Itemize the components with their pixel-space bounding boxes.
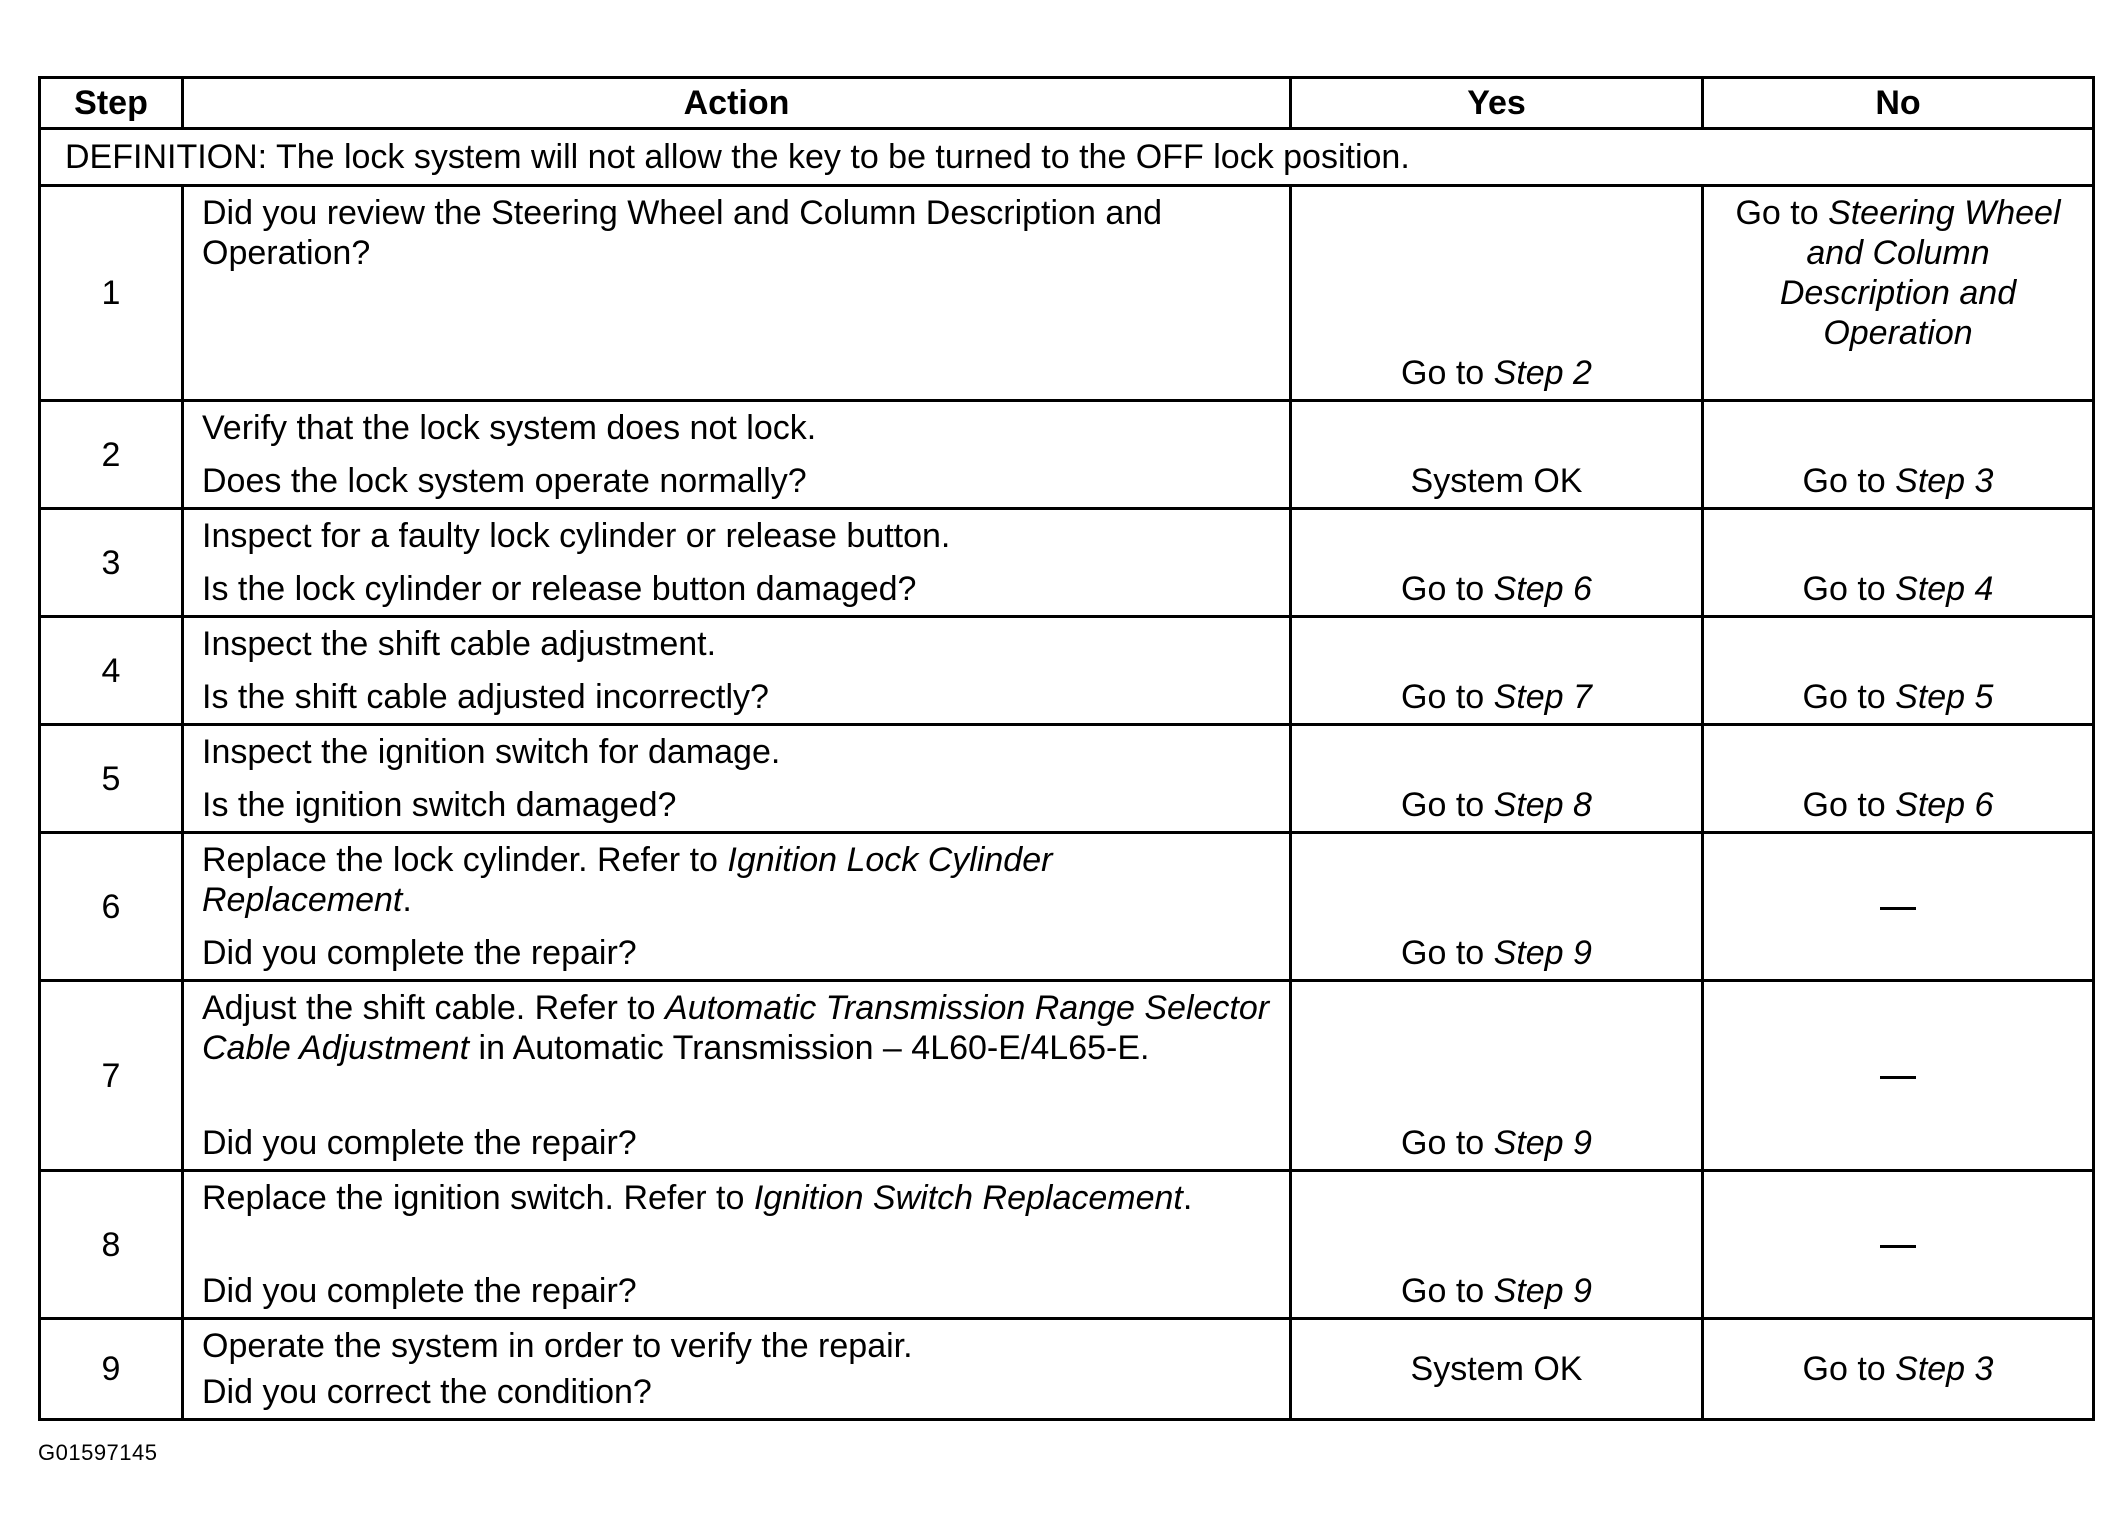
header-step: Step <box>40 78 183 129</box>
table-body <box>40 129 2094 1420</box>
no-step-link: Step 4 <box>1895 570 1994 608</box>
step-number: 8 <box>40 1171 183 1319</box>
no-text: Go to <box>1802 1350 1896 1388</box>
action-text: Replace the lock cylinder. Refer to <box>202 841 728 879</box>
action-cell <box>183 981 1291 1171</box>
table-row <box>40 833 2094 981</box>
definition-row <box>40 129 2094 186</box>
action-instruction <box>202 516 1271 556</box>
action-instruction <box>202 1326 1271 1366</box>
yes-result <box>1291 401 1703 509</box>
action-text: Replace the ignition switch. Refer to <box>202 1179 754 1217</box>
action-text: Inspect the shift cable adjustment. <box>202 625 717 663</box>
action-instruction <box>202 840 1271 920</box>
action-reference: Ignition Switch Replacement <box>753 1179 1183 1217</box>
no-result <box>1703 617 2094 725</box>
step-number: 5 <box>40 725 183 833</box>
not-applicable-dash <box>1880 1076 1916 1079</box>
yes-result <box>1291 725 1703 833</box>
yes-text: Go to <box>1401 1124 1494 1162</box>
action-question: Is the shift cable adjusted incorrectly? <box>202 678 769 716</box>
not-applicable-dash <box>1880 907 1916 910</box>
yes-text: Go to <box>1401 934 1494 972</box>
yes-step-link: Step 9 <box>1493 934 1592 972</box>
action-text: Inspect the ignition switch for damage. <box>202 733 781 771</box>
step-number: 7 <box>40 981 183 1171</box>
step-number: 4 <box>40 617 183 725</box>
action-cell <box>183 1319 1291 1420</box>
no-result <box>1703 725 2094 833</box>
action-cell <box>183 1171 1291 1319</box>
table-row <box>40 509 2094 617</box>
action-text: Verify that the lock system does not lock. <box>202 409 817 447</box>
yes-step-link: Step 7 <box>1493 678 1592 716</box>
yes-step-link: Step 2 <box>1493 354 1592 392</box>
not-applicable-dash <box>1880 1245 1916 1248</box>
no-step-link: Step 6 <box>1895 786 1994 824</box>
table-header-row <box>40 78 2094 129</box>
yes-result <box>1291 186 1703 401</box>
yes-step-link: Step 6 <box>1493 570 1592 608</box>
yes-text: Go to <box>1401 570 1494 608</box>
yes-result <box>1291 509 1703 617</box>
no-result <box>1703 981 2094 1171</box>
no-step-link: Step 3 <box>1895 462 1994 500</box>
action-cell <box>183 401 1291 509</box>
no-step-link: Steering Wheel and Column Description and Operation <box>1779 194 2061 352</box>
yes-step-link: Step 9 <box>1493 1272 1592 1310</box>
step-number: 6 <box>40 833 183 981</box>
step-number: 1 <box>40 186 183 401</box>
action-instruction <box>202 624 1271 664</box>
action-question: Is the ignition switch damaged? <box>202 786 677 824</box>
action-instruction <box>202 1178 1271 1218</box>
no-result <box>1703 833 2094 981</box>
no-step-link: Step 5 <box>1895 678 1994 716</box>
yes-result <box>1291 833 1703 981</box>
yes-text: System OK <box>1410 462 1583 500</box>
yes-result <box>1291 981 1703 1171</box>
table-row <box>40 1171 2094 1319</box>
no-step-link: Step 3 <box>1895 1350 1994 1388</box>
no-text: Go to <box>1802 786 1896 824</box>
table-row <box>40 725 2094 833</box>
header-no: No <box>1703 78 2094 129</box>
action-reference: Ignition Lock Cylinder Replacement <box>202 841 1053 919</box>
action-instruction <box>202 988 1271 1068</box>
yes-step-link: Step 8 <box>1493 786 1592 824</box>
action-question: Is the lock cylinder or release button damaged? <box>202 570 917 608</box>
action-question: Did you correct the condition? <box>202 1373 652 1411</box>
action-text: Adjust the shift cable. Refer to <box>202 989 666 1027</box>
action-text: Operate the system in order to verify the repair. <box>202 1327 913 1365</box>
step-number: 2 <box>40 401 183 509</box>
yes-text: System OK <box>1410 1350 1583 1388</box>
action-text: Inspect for a faulty lock cylinder or release button. <box>202 517 951 555</box>
action-question: Does the lock system operate normally? <box>202 462 807 500</box>
step-number: 9 <box>40 1319 183 1420</box>
action-cell <box>183 186 1291 401</box>
action-cell <box>183 725 1291 833</box>
no-result <box>1703 186 2094 401</box>
action-cell <box>183 617 1291 725</box>
no-result <box>1703 401 2094 509</box>
yes-result <box>1291 617 1703 725</box>
yes-text: Go to <box>1401 786 1494 824</box>
no-result <box>1703 509 2094 617</box>
yes-step-link: Step 9 <box>1493 1124 1592 1162</box>
table-row <box>40 617 2094 725</box>
figure-id: G01597145 <box>38 1440 158 1465</box>
yes-text: Go to <box>1401 678 1494 716</box>
action-text: Did you review the Steering Wheel and Column Description and Operation? <box>202 194 1163 272</box>
definition-text: DEFINITION: The lock system will not allow the key to be turned to the OFF lock position. <box>40 129 2094 186</box>
table-row <box>40 186 2094 401</box>
yes-result <box>1291 1319 1703 1420</box>
action-reference: Automatic Transmission Range Selector Cable Adjustment <box>202 989 1270 1067</box>
action-text: in Automatic Transmission – 4L60-E/4L65-E. <box>469 1029 1150 1067</box>
no-text: Go to <box>1802 678 1896 716</box>
yes-text: Go to <box>1401 354 1494 392</box>
action-question: Did you complete the repair? <box>202 934 637 972</box>
action-question: Did you complete the repair? <box>202 1124 637 1162</box>
no-result <box>1703 1319 2094 1420</box>
action-instruction <box>202 732 1271 772</box>
no-text: Go to <box>1802 570 1896 608</box>
no-result <box>1703 1171 2094 1319</box>
action-cell <box>183 509 1291 617</box>
action-instruction <box>202 193 1271 273</box>
action-text: . <box>402 881 412 919</box>
action-text: . <box>1182 1179 1193 1217</box>
no-text: Go to <box>1735 194 1829 232</box>
action-question: Did you complete the repair? <box>202 1272 637 1310</box>
action-instruction <box>202 408 1271 448</box>
header-action: Action <box>183 78 1291 129</box>
table-row <box>40 401 2094 509</box>
yes-text: Go to <box>1401 1272 1494 1310</box>
no-text: Go to <box>1802 462 1896 500</box>
step-number: 3 <box>40 509 183 617</box>
action-cell <box>183 833 1291 981</box>
table-row <box>40 1319 2094 1420</box>
header-yes: Yes <box>1291 78 1703 129</box>
yes-result <box>1291 1171 1703 1319</box>
diagnostic-table <box>38 76 2095 1421</box>
table-row <box>40 981 2094 1171</box>
